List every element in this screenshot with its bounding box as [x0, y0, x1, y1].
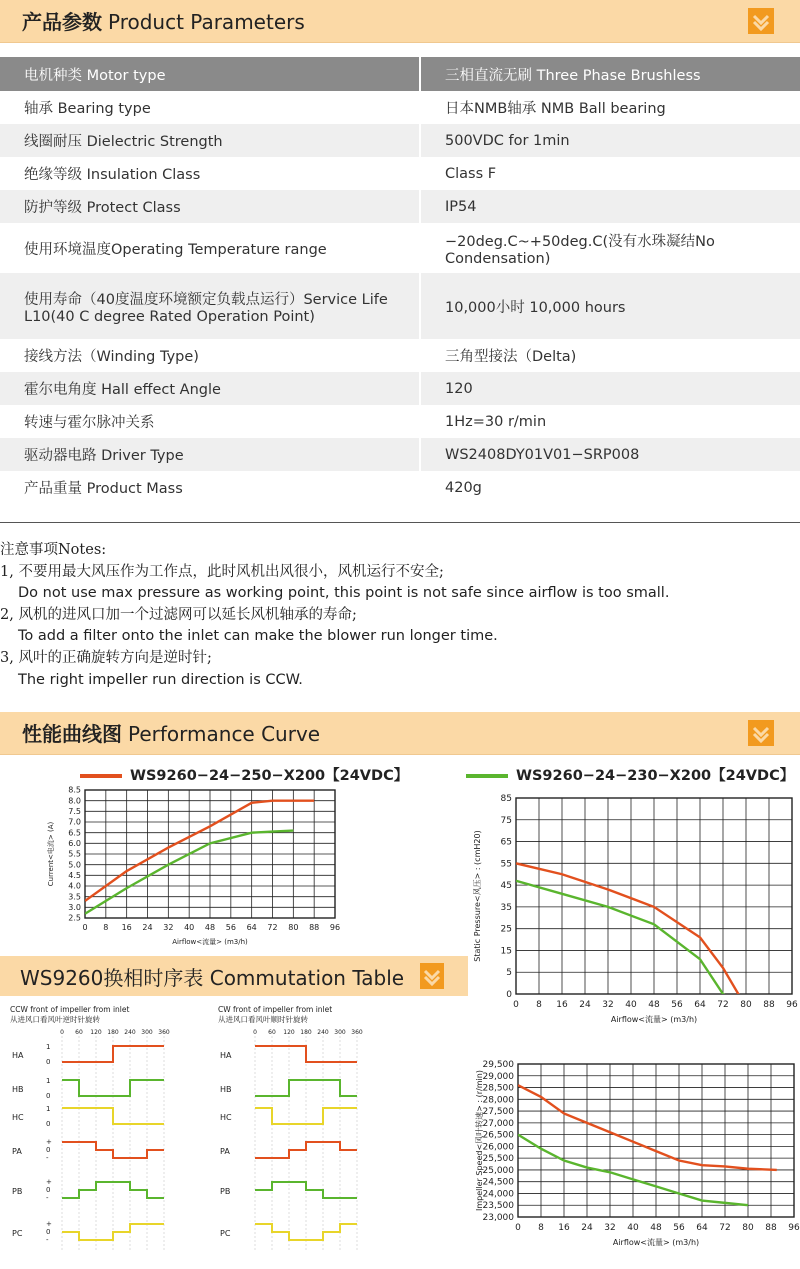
legend-label: WS9260−24−230−X200【24VDC】: [516, 768, 795, 784]
y-tick-label: 24,000: [482, 1189, 514, 1200]
level-mark: 1: [46, 1043, 51, 1051]
note-1-cn: 1, 不要用最大风压作为工作点，此时风机出风很小，风机运行不安全;: [0, 563, 444, 580]
x-tick-label: 72: [719, 1223, 731, 1233]
level-mark: -: [46, 1154, 49, 1162]
series-line: [516, 863, 775, 1020]
level-mark: 1: [46, 1077, 51, 1085]
y-tick-label: 5.5: [68, 849, 81, 859]
level-mark: +: [46, 1220, 52, 1228]
angle-label: 0: [253, 1029, 257, 1036]
spec-value: 三角型接法（Delta): [420, 339, 800, 372]
angle-label: 120: [90, 1029, 102, 1036]
spec-key: 转速与霍尔脉冲关系: [24, 415, 155, 431]
y-tick-label: 4.5: [68, 871, 81, 880]
level-mark: 1: [46, 1105, 51, 1113]
x-tick-label: 96: [329, 923, 341, 932]
y-tick-label: 2.5: [68, 913, 81, 923]
x-tick-label: 56: [671, 1000, 683, 1010]
signal-label: PA: [12, 1147, 22, 1156]
x-tick-label: 64: [696, 1223, 708, 1233]
panel-title-cn: 从进风口看风叶顺时针旋转: [218, 1015, 308, 1024]
spec-value: 500VDC for 1min: [420, 124, 800, 157]
spec-row: [0, 438, 800, 471]
y-tick-label: 24,500: [482, 1177, 514, 1188]
spec-key: 防护等级 Protect Class: [0, 190, 420, 223]
x-tick-label: 80: [740, 1000, 752, 1010]
x-tick-label: 64: [694, 1000, 706, 1010]
x-tick-label: 48: [204, 923, 216, 932]
y-tick-label: 7.0: [68, 817, 81, 827]
x-axis-label: Airflow<流量> (m3/h): [612, 1238, 700, 1247]
angle-label: 240: [124, 1029, 136, 1036]
hall-waveform: [255, 1046, 357, 1062]
notes: [0, 540, 800, 691]
spec-value: −20deg.C~+50deg.C(没有水珠凝结No Condensation): [420, 223, 800, 273]
note-3-en: The right impeller run direction is CCW.: [18, 671, 303, 688]
angle-label: 60: [75, 1029, 83, 1036]
note-1-en: Do not use max pressure as working point, this point is not safe since airflow is too small.: [18, 585, 670, 602]
signal-label: HA: [220, 1051, 232, 1060]
y-tick-label: 75: [500, 815, 512, 826]
signal-label: HB: [220, 1085, 232, 1094]
chevron-down-icon: [748, 720, 774, 746]
spec-table: [0, 57, 800, 504]
y-tick-label: 5: [506, 968, 512, 979]
spec-row: [0, 157, 800, 190]
chevron-down-icon: [420, 963, 444, 989]
legend-label: WS9260−24−250−X200【24VDC】: [130, 768, 409, 784]
phase-waveform: [255, 1142, 357, 1158]
y-tick-label: 25,500: [482, 1154, 514, 1165]
signal-label: HC: [220, 1113, 232, 1122]
x-tick-label: 64: [246, 923, 257, 932]
y-tick-label: 85: [500, 794, 512, 804]
legend-swatch: [80, 774, 122, 778]
section-header-performance-curve: [0, 712, 800, 755]
spec-row: [0, 91, 800, 124]
level-mark: 0: [46, 1058, 51, 1066]
notes-title: 注意事项Notes:: [0, 542, 107, 558]
level-mark: 0: [46, 1186, 51, 1194]
panel-title-cn: 从进风口看风叶逆时针旋转: [10, 1015, 100, 1024]
y-tick-label: 5.0: [68, 860, 81, 870]
signal-label: HA: [12, 1051, 24, 1060]
y-tick-label: 25,000: [482, 1165, 514, 1176]
y-tick-label: 29,000: [482, 1071, 514, 1082]
angle-label: 300: [334, 1029, 346, 1036]
y-tick-label: 23,000: [482, 1213, 514, 1223]
y-tick-label: 29,500: [482, 1060, 514, 1070]
y-tick-label: 0: [506, 990, 512, 1000]
y-tick-label: 7.5: [68, 807, 81, 816]
angle-label: 120: [283, 1029, 295, 1036]
angle-label: 240: [317, 1029, 329, 1036]
spec-row: [0, 57, 800, 91]
spec-value: IP54: [420, 190, 800, 223]
spec-value: 三相直流无刷 Three Phase Brushless: [420, 57, 800, 91]
y-tick-label: 3.0: [68, 903, 81, 912]
divider: [0, 522, 800, 523]
x-tick-label: 48: [650, 1223, 662, 1233]
note-2-en: To add a filter onto the inlet can make the blower run longer time.: [18, 628, 498, 645]
signal-label: HC: [12, 1113, 24, 1122]
y-axis-label: Static Pressure<风压> : (cmH20): [473, 830, 482, 962]
spec-key: 霍尔电角度 Hall effect Angle: [0, 372, 420, 405]
y-tick-label: 15: [500, 946, 512, 957]
spec-key: 线圈耐压 Dielectric Strength: [0, 124, 420, 157]
level-mark: -: [46, 1236, 49, 1244]
section-title-en: Performance Curve: [128, 722, 321, 746]
hall-waveform: [62, 1046, 164, 1062]
x-tick-label: 96: [788, 1223, 800, 1233]
signal-label: PB: [220, 1187, 231, 1196]
x-tick-label: 80: [742, 1223, 754, 1233]
y-tick-label: 4.0: [68, 881, 81, 891]
chevron-down-icon: [748, 8, 774, 34]
level-mark: 0: [46, 1146, 51, 1154]
angle-label: 360: [158, 1029, 170, 1036]
x-tick-label: 0: [515, 1223, 521, 1233]
y-tick-label: 26,000: [482, 1142, 514, 1153]
note-3-cn: 3, 风叶的正确旋转方向是逆时针;: [0, 649, 212, 666]
x-tick-label: 32: [163, 923, 174, 932]
signal-label: PA: [220, 1147, 230, 1156]
current-chart: [0, 780, 350, 950]
x-tick-label: 96: [786, 1000, 798, 1010]
y-tick-label: 27,500: [482, 1107, 514, 1118]
spec-value: 日本NMB轴承 NMB Ball bearing: [420, 91, 800, 124]
signal-label: PC: [220, 1229, 231, 1238]
phase-waveform: [62, 1224, 164, 1240]
angle-label: 180: [107, 1029, 119, 1036]
commutation-title: WS9260换相时序表 Commutation Table: [20, 966, 405, 990]
y-axis-label: Current<电流> (A): [47, 821, 55, 887]
spec-value: WS2408DY01V01−SRP008: [420, 438, 800, 471]
speed-chart: [455, 1056, 800, 1256]
spec-row: [0, 190, 800, 223]
section-title-cn: 产品参数: [22, 10, 102, 34]
spec-row: [0, 471, 800, 504]
commutation-diagrams: [0, 1000, 440, 1269]
spec-key: 使用寿命（40度温度环境额定负载点运行）Service Life L10(40 C degree Rated Operation Point): [0, 273, 420, 339]
y-tick-label: 25: [500, 924, 512, 935]
y-tick-label: 6.0: [68, 839, 81, 848]
angle-label: 180: [300, 1029, 312, 1036]
spec-row: [0, 223, 800, 273]
section-header-product-parameters: [0, 0, 800, 43]
panel-title-en: CCW front of impeller from inlet: [10, 1005, 130, 1014]
spec-value: 420g: [420, 471, 800, 504]
x-tick-label: 88: [765, 1223, 777, 1233]
x-tick-label: 24: [142, 923, 153, 932]
spec-key: 使用环境温度Operating Temperature range: [24, 241, 327, 258]
angle-label: 0: [60, 1029, 64, 1036]
x-tick-label: 32: [602, 1000, 614, 1010]
y-tick-label: 45: [500, 881, 512, 892]
spec-value: 10,000小时 10,000 hours: [420, 273, 800, 339]
x-tick-label: 16: [556, 1000, 568, 1010]
y-tick-label: 55: [500, 859, 512, 870]
x-tick-label: 72: [267, 923, 278, 932]
x-tick-label: 0: [513, 1000, 519, 1010]
spec-row: [0, 273, 800, 339]
pressure-chart: [460, 786, 800, 1036]
x-tick-label: 24: [581, 1223, 593, 1233]
y-tick-label: 28,000: [482, 1095, 514, 1106]
spec-row: [0, 372, 800, 405]
x-tick-label: 8: [536, 1000, 542, 1010]
level-mark: 0: [46, 1228, 51, 1236]
x-tick-label: 88: [309, 923, 320, 932]
x-tick-label: 48: [648, 1000, 660, 1010]
x-tick-label: 88: [763, 1000, 775, 1010]
x-tick-label: 40: [627, 1223, 639, 1233]
level-mark: 0: [46, 1120, 51, 1128]
y-tick-label: 26,500: [482, 1130, 514, 1141]
angle-label: 300: [141, 1029, 153, 1036]
y-tick-label: 35: [500, 902, 512, 913]
y-tick-label: 23,500: [482, 1201, 514, 1212]
note-2-cn: 2, 风机的进风口加一个过滤网可以延长风机轴承的寿命;: [0, 606, 357, 623]
spec-row: [0, 339, 800, 372]
signal-label: HB: [12, 1085, 24, 1094]
level-mark: +: [46, 1178, 52, 1186]
section-title-en: Product Parameters: [108, 10, 305, 34]
x-tick-label: 56: [225, 923, 236, 932]
spec-row: [0, 405, 800, 438]
spec-value: Class F: [420, 157, 800, 190]
signal-label: PC: [12, 1229, 23, 1238]
level-mark: +: [46, 1138, 52, 1146]
x-axis-label: Airflow<流量> (m3/h): [172, 938, 248, 946]
phase-waveform: [255, 1182, 357, 1198]
panel-title-en: CW front of impeller from inlet: [218, 1005, 333, 1014]
x-axis-label: Airflow<流量> (m3/h): [610, 1015, 698, 1024]
spec-key: 电机种类 Motor type: [0, 57, 420, 91]
y-tick-label: 28,500: [482, 1083, 514, 1094]
spec-key: 产品重量 Product Mass: [24, 481, 183, 497]
x-tick-label: 32: [604, 1223, 616, 1233]
x-tick-label: 40: [625, 1000, 637, 1010]
x-tick-label: 40: [184, 923, 195, 932]
commutation-title-bar: [0, 956, 468, 996]
signal-label: PB: [12, 1187, 23, 1196]
y-tick-label: 8.0: [68, 796, 81, 806]
legend-swatch: [466, 774, 508, 778]
level-mark: -: [46, 1194, 49, 1202]
angle-label: 360: [351, 1029, 363, 1036]
y-tick-label: 65: [500, 837, 512, 848]
x-tick-label: 16: [121, 923, 132, 932]
hall-waveform: [62, 1108, 164, 1124]
spec-value: 1Hz=30 r/min: [420, 405, 800, 438]
section-title-cn: 性能曲线图: [22, 722, 122, 746]
x-tick-label: 56: [673, 1223, 685, 1233]
y-tick-label: 8.5: [68, 785, 81, 795]
x-tick-label: 16: [558, 1223, 570, 1233]
spec-key: 接线方法（Winding Type): [24, 349, 199, 365]
x-tick-label: 24: [579, 1000, 591, 1010]
spec-key: 轴承 Bearing type: [24, 101, 151, 117]
x-tick-label: 8: [538, 1223, 544, 1233]
spec-row: [0, 124, 800, 157]
y-axis-label: Impeller Speed<风叶转速> : (r/min): [475, 1070, 484, 1211]
x-tick-label: 8: [103, 923, 109, 932]
x-tick-label: 80: [288, 923, 299, 932]
x-tick-label: 72: [717, 1000, 729, 1010]
level-mark: 0: [46, 1092, 51, 1100]
spec-key: 绝缘等级 Insulation Class: [24, 167, 201, 183]
x-tick-label: 0: [82, 923, 88, 932]
legend-item-230: [466, 764, 794, 785]
spec-key: 驱动器电路 Driver Type: [0, 438, 420, 471]
y-tick-label: 6.5: [68, 828, 81, 838]
spec-value: 120: [420, 372, 800, 405]
y-tick-label: 3.5: [68, 892, 81, 902]
angle-label: 60: [268, 1029, 276, 1036]
y-tick-label: 27,000: [482, 1118, 514, 1129]
